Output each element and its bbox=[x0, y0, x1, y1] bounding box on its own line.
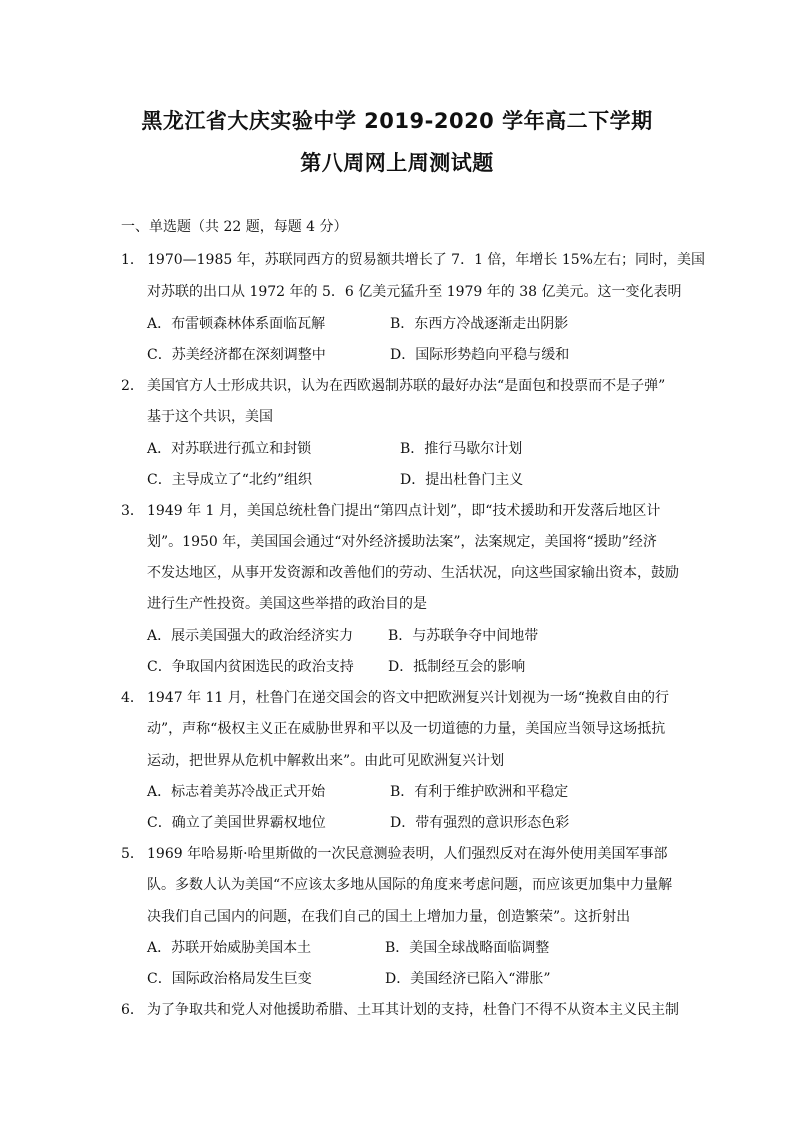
question-3-option-d[interactable]: D．抵制经互会的影响 bbox=[388, 659, 526, 675]
question-1-line-2: 对苏联的出口从 1972 年的 5．6 亿美元猛升至 1979 年的 38 亿美元。这一变化表明 bbox=[147, 284, 682, 300]
question-1-option-c[interactable]: C．苏美经济都在深刻调整中 bbox=[147, 347, 326, 363]
question-1-option-b[interactable]: B．东西方冷战逐渐走出阴影 bbox=[390, 316, 569, 332]
title-line-1: 黑龙江省大庆实验中学 2019-2020 学年高二下学期 bbox=[141, 109, 653, 133]
question-2-option-a[interactable]: A．对苏联进行孤立和封锁 bbox=[147, 441, 312, 457]
question-4-option-a[interactable]: A．标志着美苏冷战正式开始 bbox=[147, 784, 326, 800]
question-6-line-1: 为了争取共和党人对他援助希腊、土耳其计划的支持，杜鲁门不得不从资本主义民主制 bbox=[147, 1002, 679, 1018]
question-4-option-d[interactable]: D．带有强烈的意识形态色彩 bbox=[390, 815, 570, 831]
question-3-number: 3． bbox=[121, 503, 144, 519]
question-4-number: 4． bbox=[121, 690, 144, 706]
question-3-line-2: 划”。1950 年，美国国会通过“对外经济援助法案”，法案规定，美国将“援助”经济 bbox=[147, 534, 657, 550]
question-4-line-3: 运动，把世界从危机中解救出来”。由此可见欧洲复兴计划 bbox=[147, 753, 505, 769]
question-5-option-a[interactable]: A．苏联开始威胁美国本土 bbox=[147, 940, 312, 956]
question-1-option-d[interactable]: D．国际形势趋向平稳与缓和 bbox=[390, 347, 570, 363]
question-5-option-d[interactable]: D．美国经济已陷入“滞胀” bbox=[385, 971, 551, 987]
question-2-line-2: 基于这个共识，美国 bbox=[147, 409, 273, 425]
title-line-2: 第八周网上周测试题 bbox=[300, 151, 494, 175]
question-5-line-2: 队。多数人认为美国“不应该太多地从国际的角度来考虑问题，而应该更加集中力量解 bbox=[147, 877, 673, 893]
question-1-option-a[interactable]: A．布雷顿森林体系面临瓦解 bbox=[147, 316, 326, 332]
question-4-line-1: 1947 年 11 月，杜鲁门在递交国会的咨文中把欧洲复兴计划视为一场“挽救自由的行 bbox=[147, 690, 669, 706]
question-2-option-b[interactable]: B．推行马歇尔计划 bbox=[400, 441, 523, 457]
question-4-option-b[interactable]: B．有利于维护欧洲和平稳定 bbox=[390, 784, 569, 800]
section-heading: 一、单选题（共 22 题，每题 4 分） bbox=[121, 219, 348, 235]
question-3-line-3: 不发达地区，从事开发资源和改善他们的劳动、生活状况，向这些国家输出资本，鼓励 bbox=[147, 565, 679, 581]
question-2-number: 2． bbox=[121, 378, 144, 394]
question-3-option-b[interactable]: B．与苏联争夺中间地带 bbox=[388, 628, 539, 644]
question-5-line-1: 1969 年哈易斯·哈里斯做的一次民意测验表明，人们强烈反对在海外使用美国军事部 bbox=[147, 846, 668, 862]
question-5-option-c[interactable]: C．国际政治格局发生巨变 bbox=[147, 971, 312, 987]
question-6-number: 6． bbox=[121, 1002, 144, 1018]
question-5-option-b[interactable]: B．美国全球战略面临调整 bbox=[385, 940, 550, 956]
question-4-option-c[interactable]: C．确立了美国世界霸权地位 bbox=[147, 815, 326, 831]
question-1-number: 1． bbox=[121, 252, 144, 268]
question-5-number: 5． bbox=[121, 846, 144, 862]
question-3-option-c[interactable]: C．争取国内贫困选民的政治支持 bbox=[147, 659, 354, 675]
question-3-line-1: 1949 年 1 月，美国总统杜鲁门提出“第四点计划”，即“技术援助和开发落后地区计 bbox=[147, 503, 661, 519]
question-2-line-1: 美国官方人士形成共识，认为在西欧遏制苏联的最好办法“是面包和投票而不是子弹” bbox=[147, 378, 666, 394]
question-2-option-d[interactable]: D．提出杜鲁门主义 bbox=[400, 472, 524, 488]
question-1-line-1: 1970—1985 年，苏联同西方的贸易额共增长了 7．1 倍，年增长 15%左右；同时，美国 bbox=[147, 252, 705, 268]
question-2-option-c[interactable]: C．主导成立了“北约”组织 bbox=[147, 472, 313, 488]
question-4-line-2: 动”，声称“极权主义正在威胁世界和平以及一切道德的力量，美国应当领导这场抵抗 bbox=[147, 721, 666, 737]
question-5-line-3: 决我们自己国内的问题，在我们自己的国土上增加力量，创造繁荣”。这折射出 bbox=[147, 909, 631, 925]
question-3-line-4: 进行生产性投资。美国这些举措的政治目的是 bbox=[147, 596, 427, 612]
question-3-option-a[interactable]: A．展示美国强大的政治经济实力 bbox=[147, 628, 354, 644]
